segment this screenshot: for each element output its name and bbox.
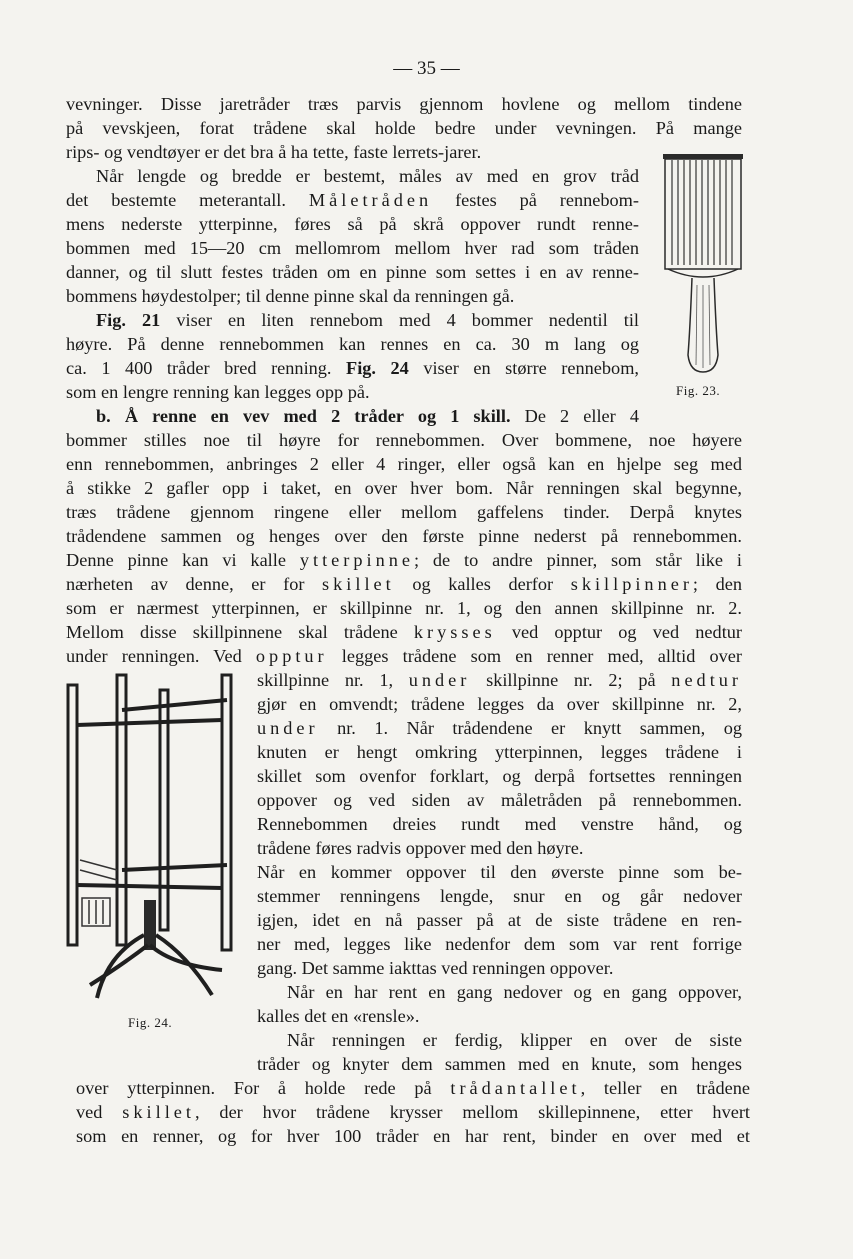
text-line: nærheten av denne, er for skillet og kalles derfor skillpinner; den — [66, 574, 742, 594]
text-line: vevninger. Disse jaretråder træs parvis gjennom hovlene og mellom tindene — [66, 94, 742, 114]
text-line: gjør en omvendt; trådene legges da over skillpinne nr. 2, — [257, 694, 742, 714]
text-line: rips- og vendtøyer er det bra å ha tette, faste lerrets-jarer. — [66, 142, 482, 162]
text-line: under renningen. Ved opptur legges trådene som en renner med, alltid over — [66, 646, 742, 666]
text-line: på vevskjeen, forat trådene skal holde bedre under vevningen. På mange — [66, 118, 742, 138]
text-line: Når en kommer oppover til den øverste pinne som be- — [257, 862, 742, 882]
text-line: Når renningen er ferdig, klipper en over de siste — [287, 1030, 742, 1050]
text-line: bommens høydestolper; til denne pinne skal da renningen gå. — [66, 286, 515, 306]
text-line: gang. Det samme iakttas ved renningen oppover. — [257, 958, 614, 978]
text-line: trådendene sammen og henges over den første pinne nederst på rennebommen. — [66, 526, 742, 546]
text-line: oppover og ved siden av måletråden på rennebommen. — [257, 790, 742, 810]
text-line: skillpinne nr. 1, under skillpinne nr. 2; på nedtur — [257, 670, 742, 690]
text-line: Når lengde og bredde er bestemt, måles av med en grov tråd — [96, 166, 639, 186]
text-line: kalles det en «rensle». — [257, 1006, 420, 1026]
text-line: det bestemte meterantall. Måletråden festes på rennebom- — [66, 190, 639, 210]
text-line: som en renner, og for hver 100 tråder en har rent, binder en over med et — [76, 1126, 750, 1146]
text-line: enn rennebommen, anbringes 2 eller 4 ringer, eller også kan en hjelpe seg med — [66, 454, 742, 474]
text-line: ved skillet, der hvor trådene krysser mellom skillepinnene, etter hvert — [76, 1102, 750, 1122]
text-line: bommen med 15—20 cm mellomrom mellom hver rad som tråden — [66, 238, 639, 258]
text-line: trådene føres radvis oppover med den høyre. — [257, 838, 584, 858]
text-line: skillet som ovenfor forklart, og derpå fortsettes renningen — [257, 766, 742, 786]
text-line: som er nærmest ytterpinnen, er skillpinne nr. 1, og den annen skillpinne nr. 2. — [66, 598, 742, 618]
text-line: Når en har rent en gang nedover og en gang oppover, — [287, 982, 742, 1002]
text-line: danner, og til slutt festes tråden om en pinne som settes i en av renne- — [66, 262, 639, 282]
text-line: som en lengre renning kan legges opp på. — [66, 382, 370, 402]
section-heading-line: b. Å renne en vev med 2 tråder og 1 skill. De 2 eller 4 — [96, 406, 640, 426]
fig23-caption: Fig. 23. — [676, 383, 721, 398]
fig24-caption: Fig. 24. — [128, 1015, 173, 1030]
fig23-illustration — [660, 150, 750, 380]
text-line: Fig. 21 viser en liten rennebom med 4 bommer nedentil til — [96, 310, 639, 330]
text-line: mens nederste ytterpinne, føres så på skrå oppover rundt renne- — [66, 214, 639, 234]
text-line: under nr. 1. Når trådendene er knytt sammen, og — [257, 718, 742, 738]
text-line: tråder og knyter dem sammen med en knute, som henges — [257, 1054, 742, 1074]
text-line: over ytterpinnen. For å holde rede på trådantallet, teller en trådene — [76, 1078, 750, 1098]
text-line: ca. 1 400 tråder bred renning. Fig. 24 viser en større rennebom, — [66, 358, 639, 378]
page-number: — 35 — — [393, 58, 460, 79]
text-line: knuten er hengt omkring ytterpinnen, legges trådene i — [257, 742, 742, 762]
fig24-illustration — [62, 670, 242, 1005]
text-line: å stikke 2 gafler opp i taket, en over hver bom. Når renningen skal begynne, — [66, 478, 742, 498]
text-line: høyre. På denne rennebommen kan rennes en ca. 30 m lang og — [66, 334, 639, 354]
text-line: træs trådene gjennom ringene eller mellom gaffelens tinder. Derpå knytes — [66, 502, 742, 522]
text-line: igjen, idet en nå passer på at de siste trådene en ren- — [257, 910, 742, 930]
text-line: Denne pinne kan vi kalle ytterpinne; de to andre pinner, som står like i — [66, 550, 742, 570]
text-line: Rennebommen dreies rundt med venstre hånd, og — [257, 814, 742, 834]
text-line: stemmer renningens lengde, snur en og går nedover — [257, 886, 742, 906]
text-line: bommer stilles noe til høyre for rennebommen. Over bommene, noe høyere — [66, 430, 742, 450]
text-line: ner med, legges like nedenfor dem som var rent forrige — [257, 934, 742, 954]
text-line: Mellom disse skillpinnene skal trådene krysses ved opptur og ved nedtur — [66, 622, 742, 642]
